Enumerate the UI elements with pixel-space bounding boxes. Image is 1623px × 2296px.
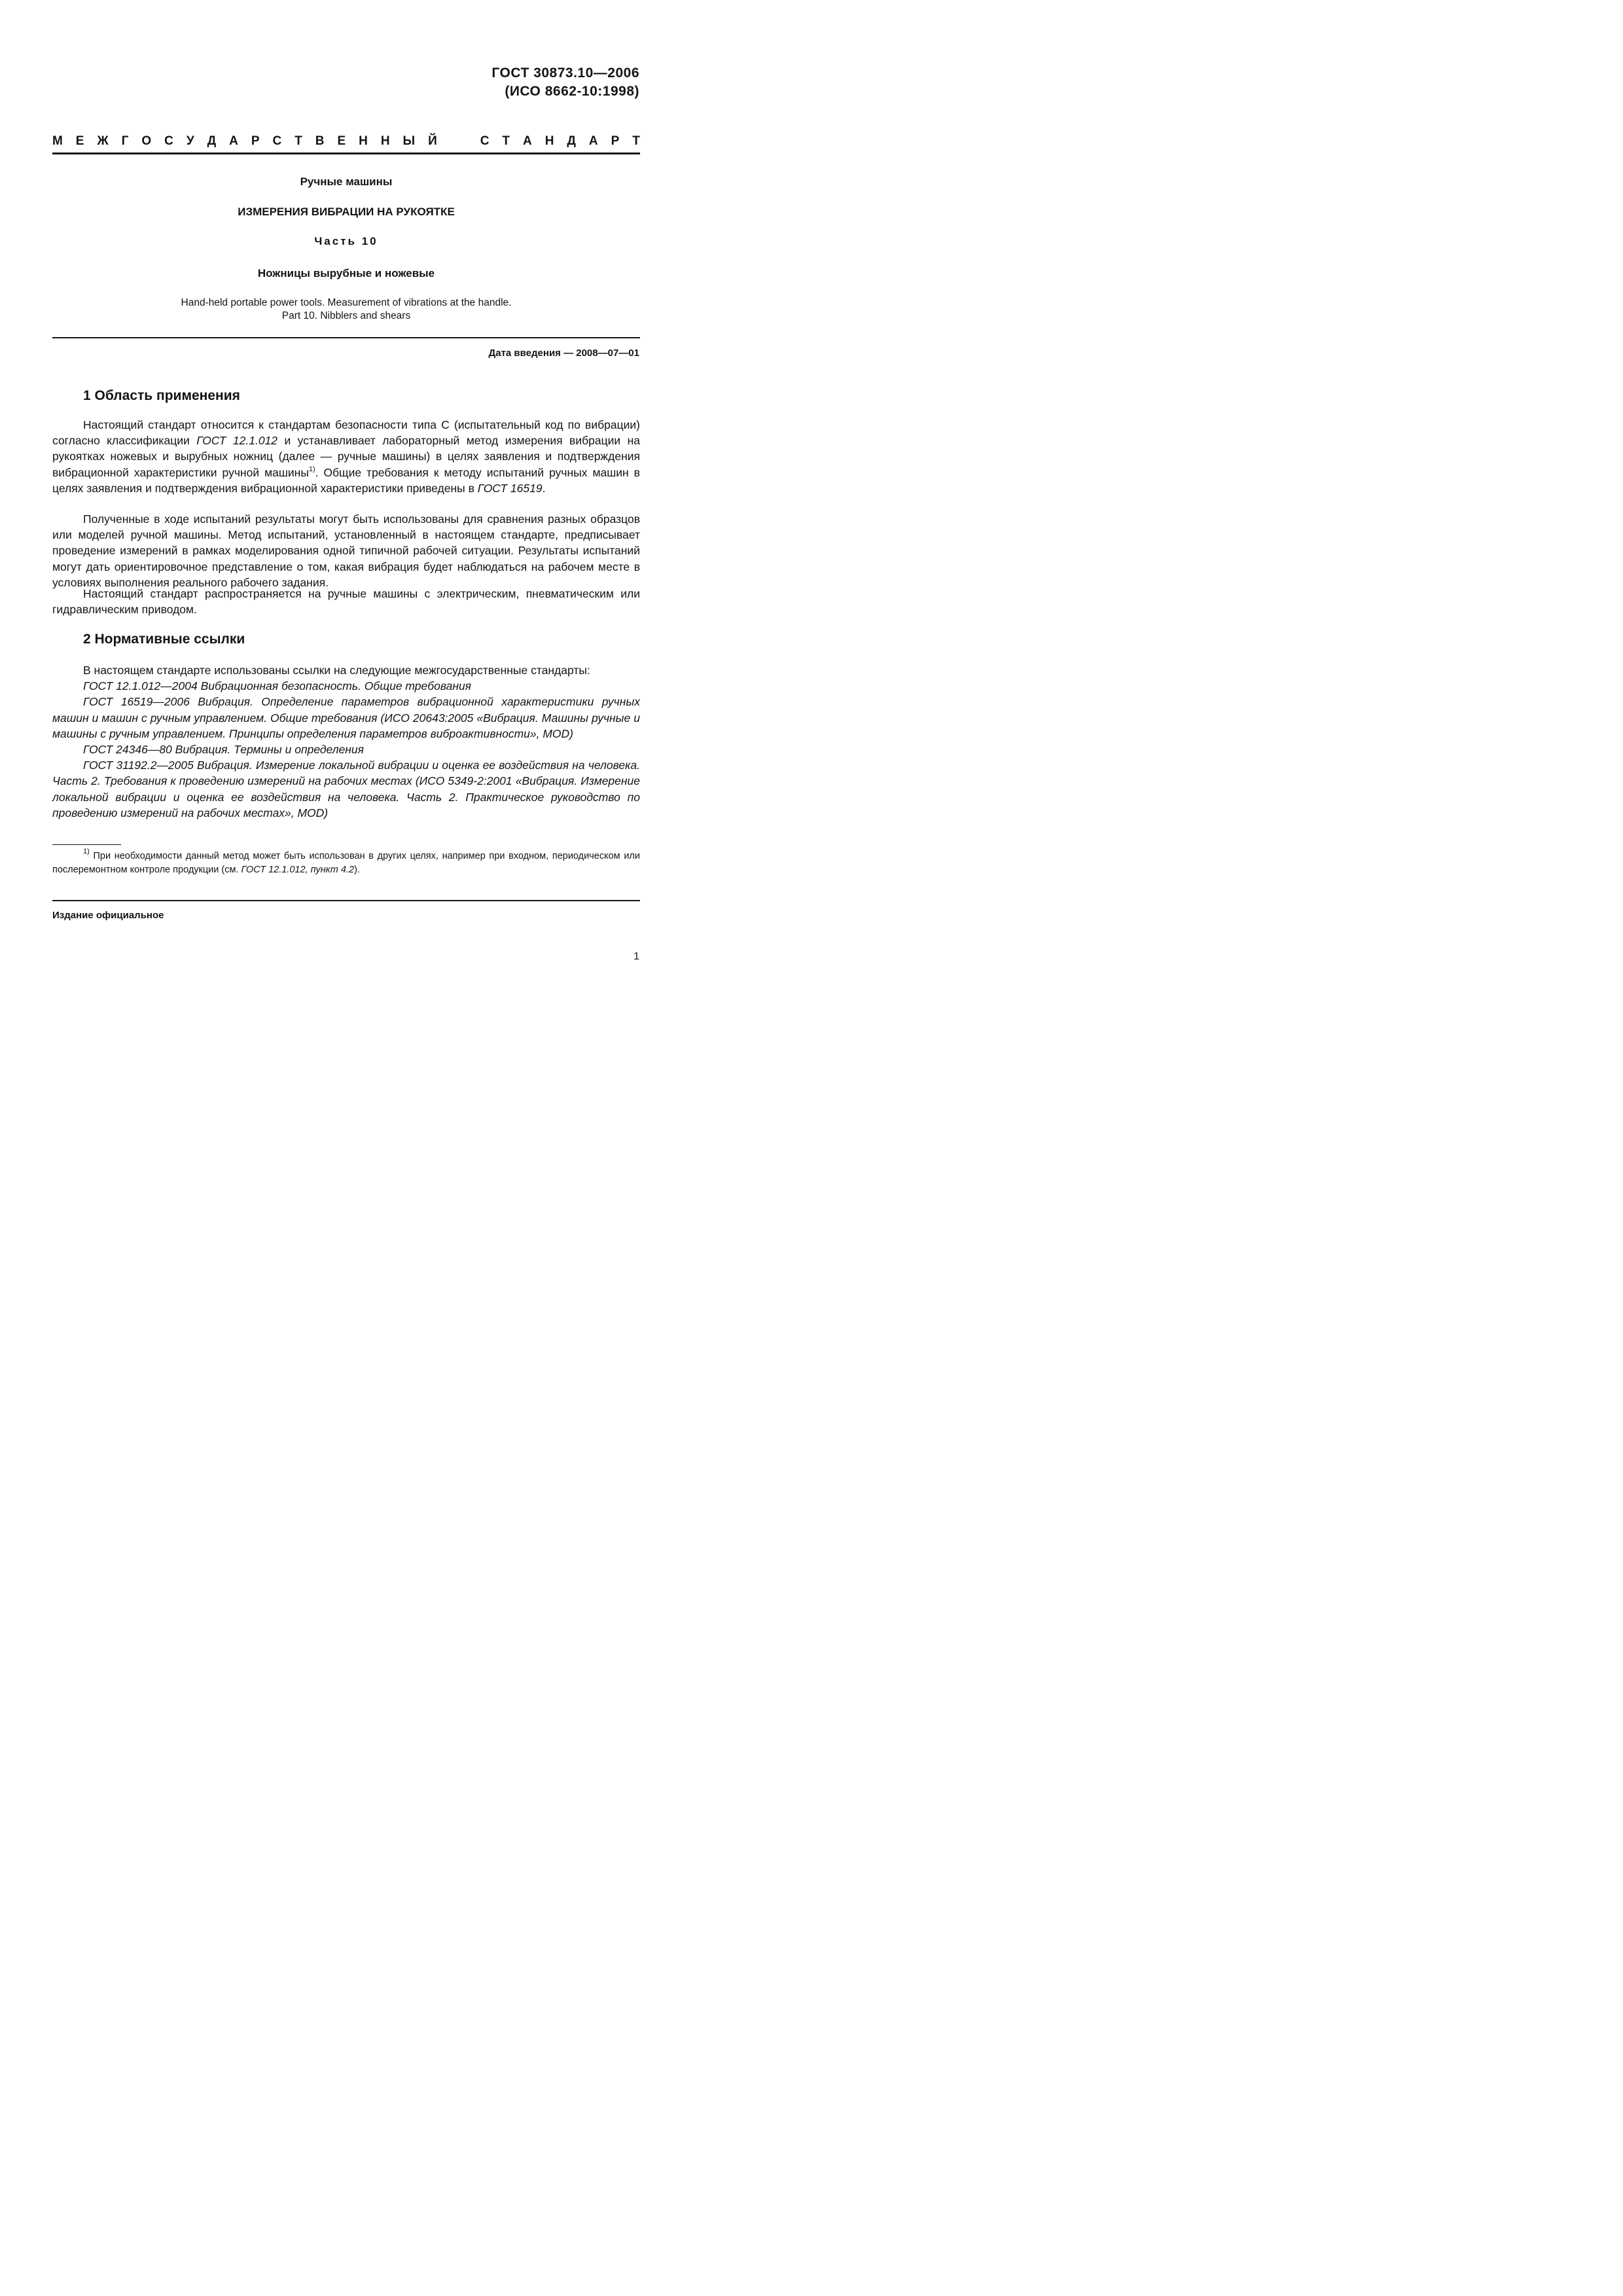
interstate-standard-label [52, 134, 640, 149]
english-title-line-1: Hand-held portable power tools. Measurement of vibrations at the handle. [181, 297, 512, 308]
iso-number: (ИСО 8662-10:1998) [505, 84, 639, 99]
interstate-letter: Ы [402, 134, 416, 148]
interstate-letter: О [141, 134, 152, 148]
english-title [52, 296, 640, 323]
interstate-letter: А [588, 134, 598, 148]
standard-number: ГОСТ 30873.10—2006 [491, 65, 639, 81]
interstate-letter: В [315, 134, 325, 148]
interstate-letter: Е [75, 134, 84, 148]
interstate-letter: Е [337, 134, 346, 148]
reference-item: ГОСТ 24346—80 Вибрация. Термины и определения [83, 743, 365, 757]
title-line-1: Ручные машины [300, 175, 393, 188]
interstate-letter: А [229, 134, 238, 148]
reference-link: ГОСТ 12.1.012 [196, 434, 278, 448]
date-of-introduction: Дата введения — 2008—07—01 [488, 348, 639, 359]
interstate-letter: А [522, 134, 532, 148]
text-run: ). [354, 865, 360, 875]
section-1-heading: 1 Область применения [83, 388, 240, 403]
reference-link: ГОСТ 12.1.012, пункт 4.2 [241, 865, 355, 875]
page-number: 1 [633, 951, 639, 962]
reference-item: ГОСТ 16519—2006 Вибрация. Определение параметров вибрационной характеристики ручных машин и машин с ручным управлением. Общие требования (ИСО 20643:2005 «Вибрация. Машины ручные и машины с ручным управлением. Принципы определения параметров виброактивности», MOD) [52, 695, 640, 740]
interstate-letter: Р [611, 134, 620, 148]
section-1-paragraph-3: Настоящий стандарт распространяется на ручные машины с электрическим, пневматическим или гидравлическим приводом. [52, 587, 640, 617]
interstate-letter: С [480, 134, 490, 148]
section-1-paragraph-2: Полученные в ходе испытаний результаты могут быть использованы для сравнения разных образцов или моделей ручной машины. Метод испытаний, установленный в настоящем стандарте, предписывает проведение измерений в рамках моделирования одной типичной рабочей ситуации. Результаты испытаний могут дать ориентировочное представление о том, какая вибрация будет наблюдаться на рабочем месте в условиях выполнения реального рабочего задания. [52, 512, 640, 589]
english-title-line-2: Part 10. Nibblers and shears [281, 310, 411, 321]
interstate-letter: Р [251, 134, 260, 148]
interstate-letter: Д [567, 134, 576, 148]
interstate-letter: С [272, 134, 282, 148]
reference-item: ГОСТ 12.1.012—2004 Вибрационная безопасность. Общие требования [83, 679, 472, 693]
interstate-letter: Ж [97, 134, 109, 148]
interstate-letter: Г [121, 134, 129, 148]
footer-rule [52, 900, 640, 901]
interstate-letter: Т [502, 134, 510, 148]
word-gap [450, 134, 467, 149]
interstate-letter: Й [428, 134, 437, 148]
interstate-letter: Т [632, 134, 640, 148]
footnote-separator [52, 844, 121, 845]
text-run: Настоящий стандарт относится к стандартам безопасности типа С (испытательный код по вибрации) согласно классификации [52, 418, 640, 448]
text-run: . Общие требования к методу испытаний ручных машин в целях заявления и подтверждения вибрационной характеристики приведены в [52, 465, 640, 495]
footnote [52, 850, 640, 877]
text-run: При необходимости данный метод может быть использован в других целях, например при входном, периодическом или послеремонтном контроле продукции (см. [52, 851, 640, 875]
footnote-marker: 1) [83, 848, 90, 855]
title-line-2: ИЗМЕРЕНИЯ ВИБРАЦИИ НА РУКОЯТКЕ [238, 206, 455, 218]
section-1-paragraph-1 [52, 417, 640, 496]
text-run: и устанавливает лабораторный метод измерения вибрации на рукоятках ножевых и вырубных ножниц (далее — ручные машины) в целях заявления и подтверждения вибрационной характеристики ручной машины [52, 434, 641, 479]
interstate-letter: М [52, 134, 63, 148]
text-run: . [542, 481, 546, 495]
reference-item: ГОСТ 31192.2—2005 Вибрация. Измерение локальной вибрации и оценка ее воздействия на человека. Часть 2. Требования к проведению измерений на рабочих местах (ИСО 5349-2:2001 «Вибрация. Измерение локальной вибрации и оценка ее воздействия на человека. Часть 2. Практическое руководство по проведению измерений на рабочих местах», MOD) [52, 759, 640, 819]
title-line-4: Ножницы вырубные и ножевые [257, 267, 435, 279]
section-2-heading: 2 Нормативные ссылки [83, 632, 245, 647]
interstate-letter: Н [544, 134, 554, 148]
reference-link: ГОСТ 16519 [477, 481, 543, 495]
references-intro: В настоящем стандарте использованы ссылки на следующие межгосударственные стандарты: [83, 664, 590, 677]
interstate-letter: С [164, 134, 173, 148]
footnote-marker: 1) [308, 465, 315, 473]
references-list [52, 662, 640, 821]
title-part: Часть 10 [314, 235, 378, 247]
title-rule [52, 337, 640, 338]
interstate-letter: Т [294, 134, 302, 148]
interstate-letter: Н [380, 134, 390, 148]
header-rule [52, 152, 640, 154]
interstate-letter: У [186, 134, 194, 148]
interstate-letter: Н [359, 134, 368, 148]
interstate-letter: Д [207, 134, 217, 148]
official-edition: Издание официальное [52, 910, 164, 921]
